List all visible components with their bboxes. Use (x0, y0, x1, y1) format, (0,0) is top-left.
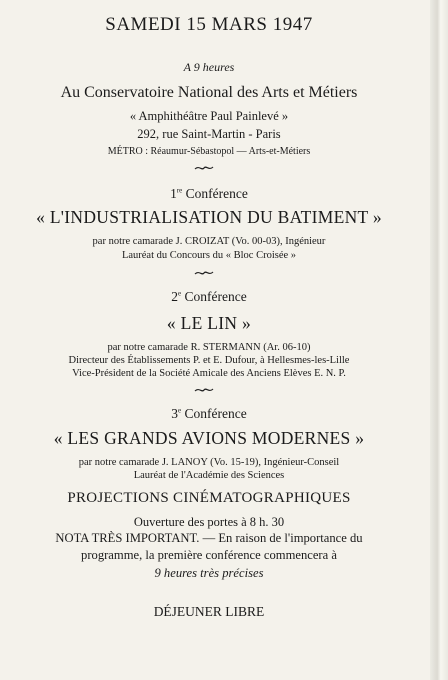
conference-2-detail-1: Directeur des Établissements P. et E. Dufour, à Hellesmes-les-Lille (68, 355, 350, 366)
conference-2-label-text: Conférence (184, 289, 247, 304)
event-room: « Amphithéâtre Paul Painlevé » (129, 109, 289, 123)
conference-2-title: « LE LIN » (166, 313, 252, 333)
conference-3-number: 3 (171, 406, 179, 421)
conference-3-label-text: Conférence (184, 406, 247, 421)
event-date: SAMEDI 15 MARS 1947 (105, 14, 313, 35)
conference-1-label-text: Conférence (185, 186, 248, 201)
nota-line-1: NOTA TRÈS IMPORTANT. — En raison de l'importance du (55, 531, 363, 545)
conference-1-speaker: par notre camarade J. CROIZAT (Vo. 00-03), Ingénieur (92, 236, 326, 247)
event-address: 292, rue Saint-Martin - Paris (137, 127, 281, 141)
page-edge (430, 0, 448, 680)
ornament-divider-icon (194, 270, 214, 276)
conference-2-detail-2: Vice-Président de la Société Amicale des Anciens Elèves E. N. P. (72, 368, 346, 379)
conference-1-detail: Lauréat du Concours du « Bloc Croisée » (121, 250, 297, 261)
event-time: A 9 heures (183, 60, 235, 74)
ornament-divider-icon (194, 165, 214, 171)
projections-heading: PROJECTIONS CINÉMATOGRAPHIQUES (67, 490, 351, 506)
doors-opening: Ouverture des portes à 8 h. 30 (133, 515, 285, 529)
conference-1-label (0, 186, 418, 202)
conference-2-label (0, 289, 418, 305)
event-venue: Au Conservatoire National des Arts et Métiers (60, 84, 358, 101)
conference-3-label (0, 406, 418, 422)
conference-1-title: « L'INDUSTRIALISATION DU BATIMENT » (36, 207, 382, 227)
conference-3-detail: Lauréat de l'Académie des Sciences (133, 470, 285, 481)
conference-3-suffix: e (178, 406, 182, 415)
ornament-divider-icon (194, 387, 214, 393)
conference-2-suffix: e (178, 289, 182, 298)
metro-info: MÉTRO : Réaumur-Sébastopol — Arts-et-Métiers (107, 146, 311, 157)
conference-2-number: 2 (171, 289, 179, 304)
conference-3-title: « LES GRANDS AVIONS MODERNES » (53, 428, 365, 448)
nota-line-2: programme, la première conférence commencera à (81, 548, 337, 562)
lunch-note: DÉJEUNER LIBRE (153, 604, 265, 619)
nota-line-3: 9 heures très précises (154, 566, 264, 580)
conference-3-speaker: par notre camarade J. LANOY (Vo. 15-19), Ingénieur-Conseil (78, 457, 340, 468)
conference-1-suffix: re (176, 186, 183, 195)
conference-2-speaker: par notre camarade R. STERMANN (Ar. 06-10) (107, 342, 311, 353)
conference-1-number: 1 (170, 186, 177, 201)
